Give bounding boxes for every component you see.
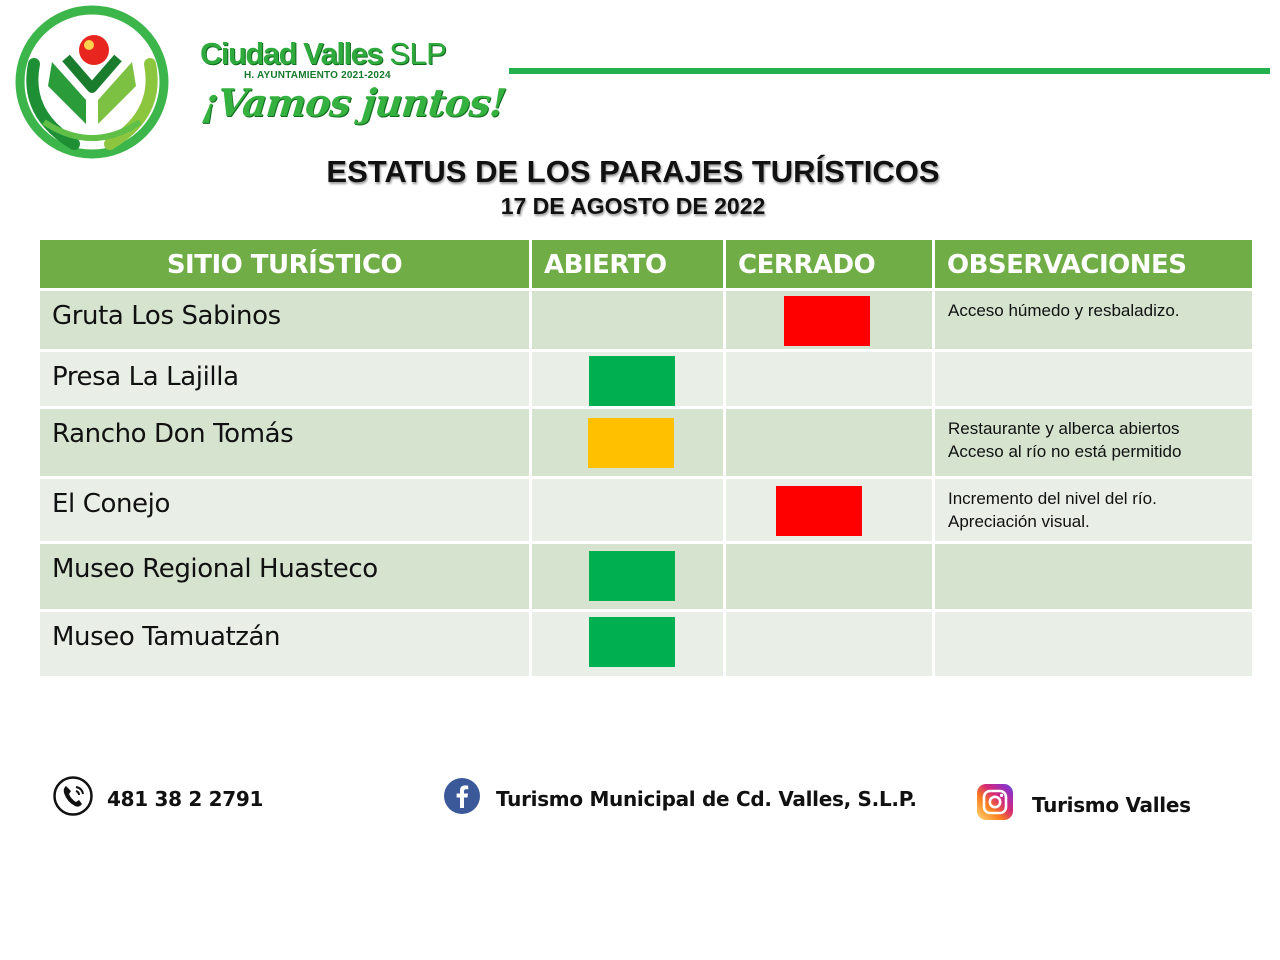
closed-cell	[726, 291, 935, 349]
instagram-icon	[976, 783, 1014, 826]
site-name: Museo Tamuatzán	[52, 622, 281, 652]
brand-subtitle: H. AYUNTAMIENTO 2021-2024	[244, 70, 391, 81]
open-cell	[532, 544, 726, 609]
open-cell	[532, 612, 726, 676]
header-divider	[509, 68, 1270, 74]
column-header-open: ABIERTO	[532, 240, 726, 288]
open-cell	[532, 479, 726, 541]
table-row	[40, 352, 1252, 409]
phone-contact[interactable]	[52, 775, 263, 822]
table-row	[40, 544, 1252, 612]
phone-number: 481 38 2 2791	[107, 786, 264, 811]
instagram-contact[interactable]	[976, 783, 1191, 826]
status-indicator	[589, 617, 675, 667]
closed-cell	[726, 544, 935, 609]
site-name: Museo Regional Huasteco	[52, 554, 378, 584]
facebook-page-name: Turismo Municipal de Cd. Valles, S.L.P.	[496, 786, 917, 811]
open-cell	[532, 409, 726, 476]
status-table	[40, 240, 1252, 676]
site-name: Presa La Lajilla	[52, 362, 239, 392]
column-header-site: SITIO TURÍSTICO	[40, 240, 532, 288]
status-indicator	[589, 356, 675, 406]
status-indicator	[588, 418, 674, 468]
open-cell	[532, 352, 726, 406]
facebook-icon	[444, 778, 480, 819]
brand-name: Ciudad Valles SLP	[200, 36, 447, 71]
closed-cell	[726, 612, 935, 676]
observation-text: Restaurante y alberca abiertos Acceso al río no está permitido	[948, 419, 1182, 461]
site-name: Gruta Los Sabinos	[52, 301, 281, 331]
page-date: 17 DE AGOSTO DE 2022	[500, 193, 766, 219]
column-header-observations: OBSERVACIONES	[947, 250, 1187, 280]
page-title: ESTATUS DE LOS PARAJES TURÍSTICOS	[326, 154, 940, 189]
table-row	[40, 612, 1252, 676]
status-indicator	[776, 486, 862, 536]
status-indicator	[589, 551, 675, 601]
table-row	[40, 409, 1252, 479]
closed-cell	[726, 409, 935, 476]
status-indicator	[784, 296, 870, 346]
observation-text: Acceso húmedo y resbaladizo.	[948, 301, 1180, 320]
table-header-row	[40, 240, 1252, 291]
column-header-closed: CERRADO	[726, 240, 935, 288]
brand-logo	[196, 36, 508, 136]
site-name: Rancho Don Tomás	[52, 419, 294, 449]
table-row	[40, 291, 1252, 352]
municipal-emblem-logo	[14, 4, 170, 160]
phone-icon	[52, 775, 94, 822]
brand-slogan: ¡Vamos juntos!	[199, 80, 508, 125]
instagram-account-name: Turismo Valles	[1032, 792, 1191, 817]
facebook-contact[interactable]	[444, 778, 917, 819]
observation-text: Incremento del nivel del río. Apreciación visual.	[948, 489, 1157, 531]
site-name: El Conejo	[52, 489, 170, 519]
open-cell	[532, 291, 726, 349]
closed-cell	[726, 352, 935, 406]
closed-cell	[726, 479, 935, 541]
table-row	[40, 479, 1252, 544]
